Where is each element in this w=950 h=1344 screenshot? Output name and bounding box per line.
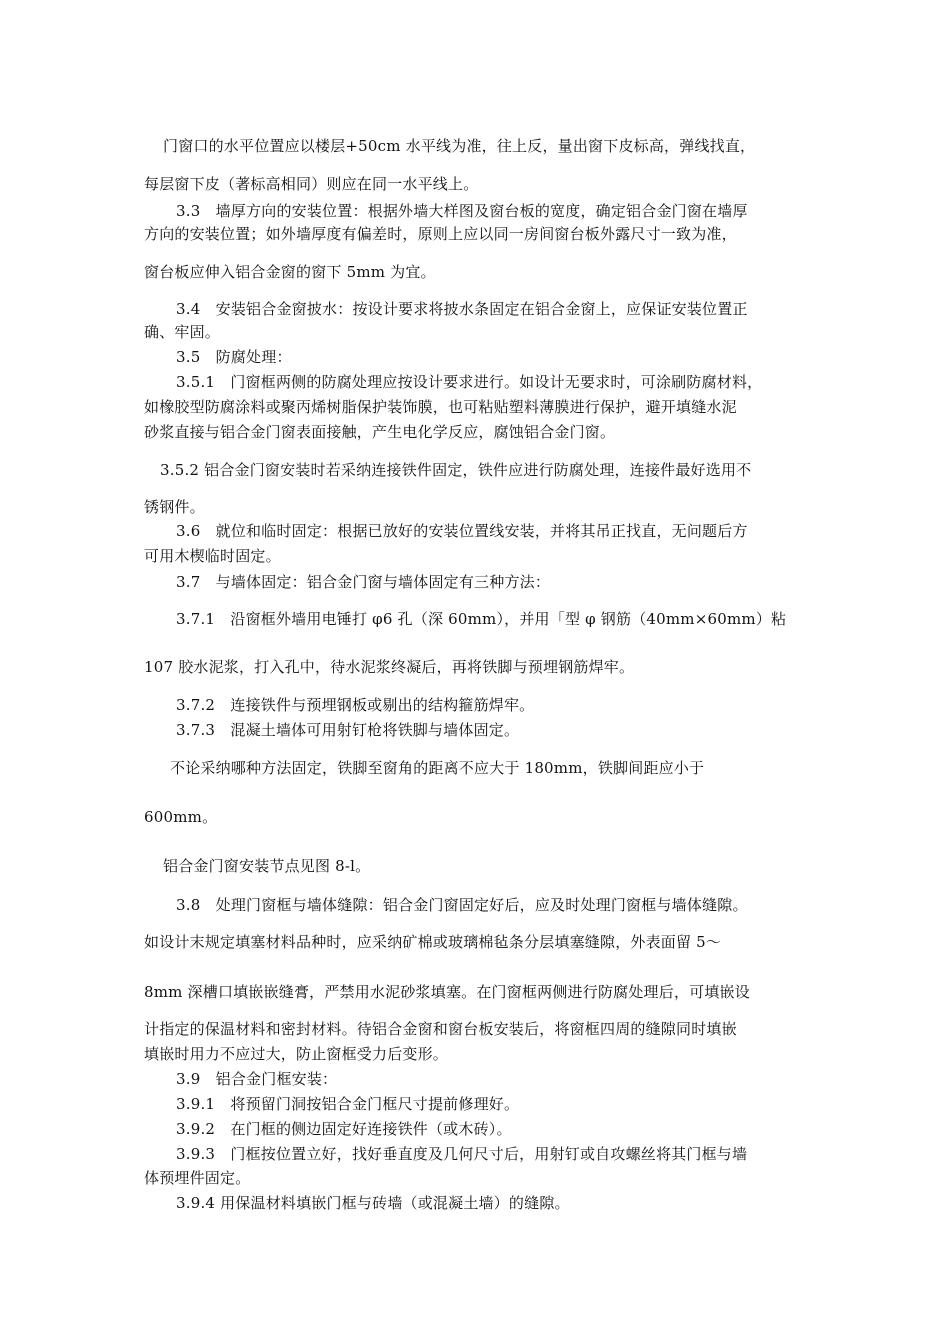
text-line: 锈钢件。 bbox=[144, 498, 205, 516]
text-line: 3.3 墙厚方向的安装位置：根据外墙大样图及窗台板的宽度，确定铝合金门窗在墙厚 bbox=[176, 202, 748, 220]
text-line: 可用木楔临时固定。 bbox=[144, 547, 281, 565]
text-line: 确、牢固。 bbox=[144, 323, 221, 341]
text-line: 3.5 防腐处理： bbox=[176, 348, 292, 366]
text-line: 3.9.2 在门框的侧边固定好连接铁件（或木砖）。 bbox=[176, 1120, 512, 1138]
text-line: 3.9.1 将预留门洞按铝合金门框尺寸提前修理好。 bbox=[176, 1095, 520, 1113]
text-line: 3.9.3 门框按位置立好，找好垂直度及几何尺寸后，用射钉或自攻螺丝将其门框与墙 bbox=[176, 1145, 748, 1163]
text-line: 方向的安装位置；如外墙厚度有偏差时，原则上应以同一房间窗台板外露尺寸一致为准， bbox=[144, 225, 737, 243]
text-line: 600mm。 bbox=[144, 808, 218, 826]
text-line: 如橡胶型防腐涂料或聚丙烯树脂保护装饰膜，也可粘贴塑料薄膜进行保护，避开填缝水泥 bbox=[144, 398, 737, 416]
text-line: 3.6 就位和临时固定：根据已放好的安装位置线安装，并将其吊正找直，无问题后方 bbox=[176, 522, 748, 540]
text-line: 107 胶水泥浆，打入孔中，待水泥浆终凝后，再将铁脚与预埋钢筋焊牢。 bbox=[144, 658, 635, 676]
text-line: 3.7.1 沿窗框外墙用电锤打 φ6 孔（深 60mm），并用「型 φ 钢筋（40mm×60mm）粘 bbox=[176, 610, 787, 628]
text-line: 3.8 处理门窗框与墙体缝隙：铝合金门窗固定好后，应及时处理门窗框与墙体缝隙。 bbox=[176, 896, 748, 914]
text-line: 体预埋件固定。 bbox=[144, 1169, 251, 1187]
text-line: 8mm 深槽口填嵌嵌缝膏，严禁用水泥砂浆填塞。在门窗框两侧进行防腐处理后，可填嵌设 bbox=[144, 983, 750, 1001]
text-line: 3.7 与墙体固定：铝合金门窗与墙体固定有三种方法： bbox=[176, 573, 551, 591]
text-line: 3.4 安装铝合金窗披水：按设计要求将披水条固定在铝合金窗上，应保证安装位置正 bbox=[176, 300, 748, 318]
text-line: 门窗口的水平位置应以楼层+50cm 水平线为准，往上反，量出窗下皮标高，弹线找直， bbox=[163, 137, 756, 155]
text-line: 填嵌时用力不应过大，防止窗框受力后变形。 bbox=[144, 1045, 449, 1063]
text-line: 3.7.3 混凝土墙体可用射钉枪将铁脚与墙体固定。 bbox=[176, 721, 520, 739]
text-line: 铝合金门窗安装节点见图 8-l。 bbox=[163, 857, 371, 875]
text-line: 不论采纳哪种方法固定，铁脚至窗角的距离不应大于 180mm，铁脚间距应小于 bbox=[170, 759, 705, 777]
text-line: 3.5.2 铝合金门窗安装时若采纳连接铁件固定，铁件应进行防腐处理，连接件最好选用不 bbox=[160, 461, 752, 479]
text-line: 如设计末规定填塞材料品种时，应采纳矿棉或玻璃棉毡条分层填塞缝隙，外表面留 5～ bbox=[144, 933, 722, 951]
text-line: 3.5.1 门窗框两侧的防腐处理应按设计要求进行。如设计无要求时，可涂刷防腐材料， bbox=[176, 373, 763, 391]
text-line: 每层窗下皮（著标高相同）则应在同一水平线上。 bbox=[144, 175, 479, 193]
text-line: 3.9 铝合金门框安装： bbox=[176, 1070, 338, 1088]
text-line: 窗台板应伸入铝合金窗的窗下 5mm 为宜。 bbox=[144, 263, 436, 281]
text-line: 3.9.4 用保温材料填嵌门框与砖墙（或混凝土墙）的缝隙。 bbox=[176, 1194, 570, 1212]
text-line: 砂浆直接与铝合金门窗表面接触，产生电化学反应，腐蚀铝合金门窗。 bbox=[144, 423, 616, 441]
text-line: 3.7.2 连接铁件与预埋钢板或剔出的结构箍筋焊牢。 bbox=[176, 696, 535, 714]
text-line: 计指定的保温材料和密封材料。待铝合金窗和窗台板安装后，将窗框四周的缝隙同时填嵌 bbox=[144, 1020, 737, 1038]
